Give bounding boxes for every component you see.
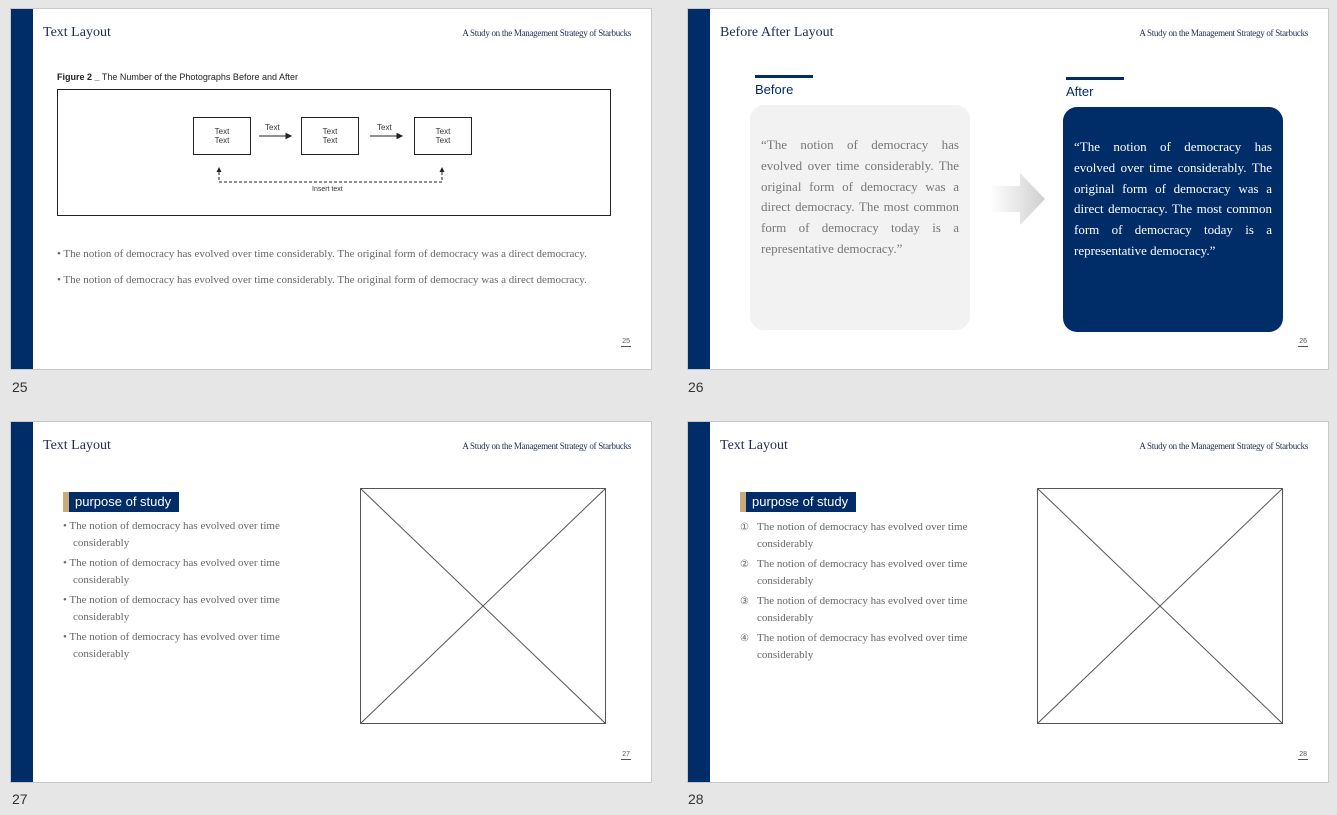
flow-box-1-text: Text Text: [214, 127, 230, 145]
slide-number-label: 25: [12, 379, 28, 395]
list-item: • The notion of democracy has evolved over time considerably: [63, 520, 280, 549]
list-item-number: ③: [740, 596, 749, 607]
slide-number-label: 28: [688, 791, 704, 807]
purpose-tag: purpose of study: [740, 492, 856, 512]
list-item-number: ④: [740, 633, 749, 644]
slide-accent-bar: [688, 9, 710, 369]
flow-arrows: [58, 90, 610, 215]
flow-arrow-label-2: Text: [377, 123, 392, 132]
slide-accent-bar: [11, 9, 33, 369]
before-quote-box: [750, 105, 970, 330]
slide-26[interactable]: [687, 8, 1329, 370]
list-item-text: The notion of democracy has evolved over time considerably: [757, 632, 968, 661]
page-number: 28: [1299, 751, 1307, 758]
after-heading: After: [1066, 84, 1094, 99]
list-item-number: ②: [740, 559, 749, 570]
slide-28[interactable]: [687, 421, 1329, 783]
bullet-text: The notion of democracy has evolved over time considerably. The original form of democracy was a direct democracy.: [63, 248, 587, 260]
list-item: • The notion of democracy has evolved over time considerably: [63, 594, 280, 623]
list-item-text: The notion of democracy has evolved over time considerably: [757, 521, 968, 550]
purpose-tag: purpose of study: [63, 492, 179, 512]
after-rule: [1066, 77, 1124, 80]
figure-caption-text: The Number of the Photographs Before and After: [101, 72, 298, 82]
list-item: [740, 556, 980, 590]
slide-number-label: 27: [12, 791, 28, 807]
list-item-text: The notion of democracy has evolved over time considerably: [69, 557, 280, 586]
slide-title: Text Layout: [43, 25, 111, 40]
slide-title: Text Layout: [43, 438, 111, 453]
numbered-list: [740, 519, 980, 667]
slide-title: Before After Layout: [720, 25, 834, 40]
list-item: [740, 519, 980, 553]
list-item: • The notion of democracy has evolved over time considerably: [63, 557, 280, 586]
bullet-list: [57, 245, 609, 297]
slide-25[interactable]: [10, 8, 652, 370]
list-item-text: The notion of democracy has evolved over time considerably: [69, 520, 280, 549]
list-item-text: The notion of democracy has evolved over time considerably: [69, 631, 280, 660]
slide-accent-bar: [11, 422, 33, 782]
bullet-item: • The notion of democracy has evolved over time considerably. The original form of democracy was a direct democracy.: [57, 274, 587, 286]
slide-subtitle: A Study on the Management Strategy of Starbucks: [462, 28, 631, 38]
page-number: 27: [622, 751, 630, 758]
before-heading: Before: [755, 82, 794, 97]
after-quote-text: “The notion of democracy has evolved over time considerably. The original form of democracy was a direct democracy. The most common form of democracy today is a representative democracy.”: [1074, 139, 1272, 258]
list-item-text: The notion of democracy has evolved over time considerably: [757, 595, 968, 624]
flow-box-2-text: Text Text: [322, 127, 338, 145]
slide-number-label: 26: [688, 379, 704, 395]
figure-caption: [57, 72, 298, 82]
insert-text-label: Insert text: [312, 186, 343, 193]
right-arrow-icon: [990, 171, 1046, 227]
flow-arrow-label-1: Text: [265, 123, 280, 132]
figure-box: [57, 89, 611, 216]
list-item: [740, 593, 980, 627]
page-number: 26: [1299, 338, 1307, 345]
list-item: • The notion of democracy has evolved over time considerably: [63, 631, 280, 660]
slide-title: Text Layout: [720, 438, 788, 453]
after-quote-box: [1063, 107, 1283, 332]
flow-box-3-text: Text Text: [435, 127, 451, 145]
figure-caption-label: Figure 2 _: [57, 72, 100, 82]
page-number: 25: [622, 338, 630, 345]
slide-subtitle: A Study on the Management Strategy of Starbucks: [1139, 28, 1308, 38]
slide-accent-bar: [688, 422, 710, 782]
list-item-text: The notion of democracy has evolved over time considerably: [69, 594, 280, 623]
list-item: [740, 630, 980, 664]
slide-27[interactable]: [10, 421, 652, 783]
dashed-feedback-line: [219, 172, 442, 182]
slide-subtitle: A Study on the Management Strategy of Starbucks: [462, 441, 631, 451]
image-placeholder-icon[interactable]: [360, 488, 606, 724]
slide-subtitle: A Study on the Management Strategy of Starbucks: [1139, 441, 1308, 451]
up-arrow-icon: [217, 167, 445, 172]
list-item-text: The notion of democracy has evolved over time considerably: [757, 558, 968, 587]
right-arrow-icon: [259, 134, 402, 139]
bullet-item: • The notion of democracy has evolved over time considerably. The original form of democracy was a direct democracy.: [57, 248, 587, 260]
before-rule: [755, 75, 813, 78]
before-quote-text: “The notion of democracy has evolved over time considerably. The original form of democracy was a direct democracy. The most common form of democracy today is a representative democracy.”: [761, 137, 959, 256]
bullet-text: The notion of democracy has evolved over time considerably. The original form of democracy was a direct democracy.: [63, 274, 587, 286]
list-item-number: ①: [740, 522, 749, 533]
bullet-list: [63, 518, 303, 666]
image-placeholder-icon[interactable]: [1037, 488, 1283, 724]
